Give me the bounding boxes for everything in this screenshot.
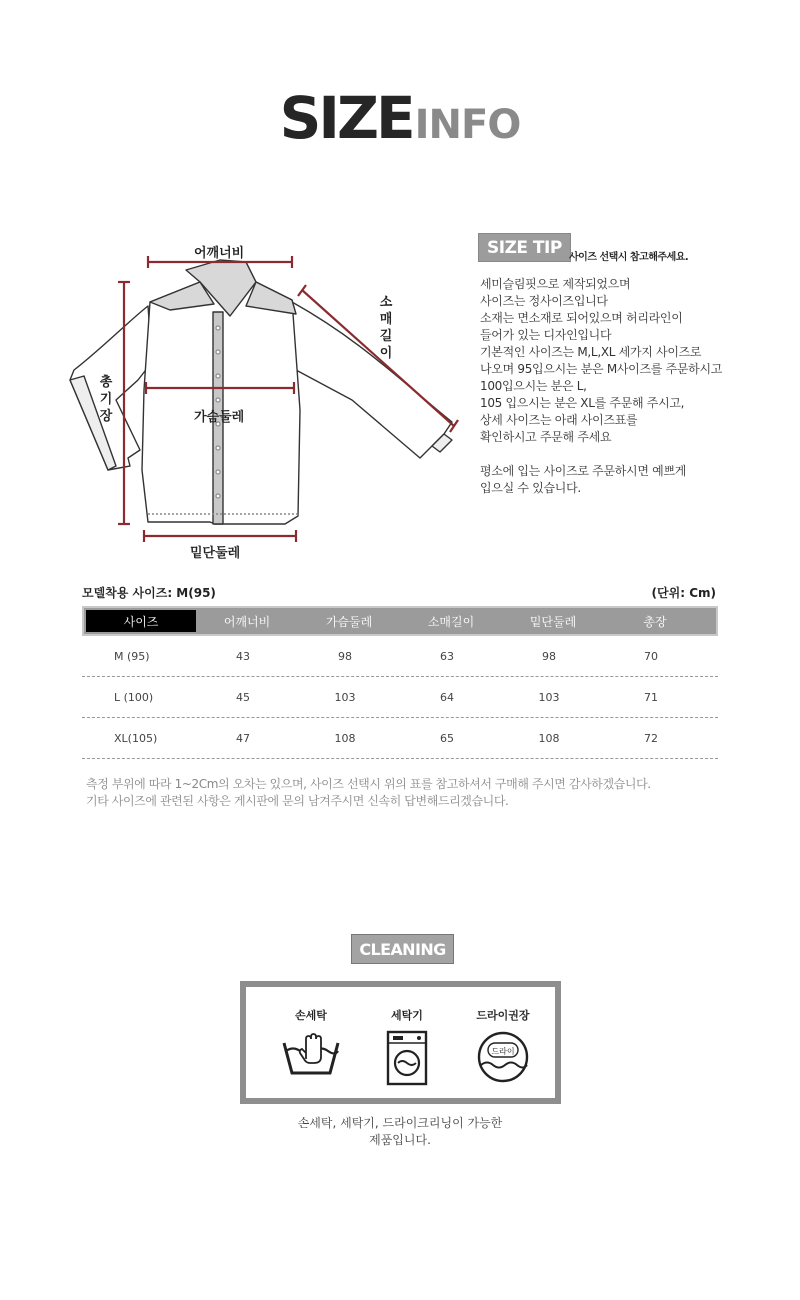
tip-line: 나오며 95입으시는 분은 M사이즈를 주문하시고 [480,362,723,376]
cleaning-badge: CLEANING [351,934,454,964]
cleaning-description [0,1115,800,1149]
table-cell: 47 [236,731,250,745]
tip-line: 소재는 면소재로 되어있으며 허리라인이 [480,311,683,325]
length-char: 장 [99,409,113,424]
sleeve-char: 매 [379,312,393,327]
table-cell: 98 [338,649,352,663]
shirt-illustration [60,230,480,570]
chest-label: 가슴둘레 [194,410,245,425]
washing-machine-icon [385,1029,429,1087]
table-cell: XL(105) [114,731,158,745]
header-chest: 가슴둘레 [325,614,373,629]
tip-line: 105 입으시는 분은 XL를 주문해 주시고, [480,396,685,410]
note-line: 측정 부위에 따라 1~2Cm의 오차는 있으며, 사이즈 선택시 위의 표를 참고하셔서 구매해 주시면 감사하겠습니다. [86,777,651,791]
shoulder-label: 어깨너비 [194,246,245,261]
cleaning-desc-line: 손세탁, 세탁기, 드라이크리닝이 가능한 [297,1116,503,1130]
size-tip-text [480,276,780,497]
table-cell: 45 [236,690,250,704]
tip-line: 확인하시고 주문해 주세요 [480,430,612,444]
cleaning-item-dry-clean [458,1007,548,1085]
size-info-title [0,84,800,152]
table-cell: 103 [334,690,356,704]
table-header [82,606,718,636]
table-cell: 71 [644,690,658,704]
dry-clean-icon-text: 드라이 [491,1047,515,1056]
measurement-note [86,776,651,810]
sleeve-char: 소 [379,295,393,310]
tip-line: 평소에 입는 사이즈로 주문하시면 예쁘게 [480,464,687,478]
header-length: 총장 [643,614,667,629]
length-char: 기 [99,392,113,407]
tip-line: 사이즈는 정사이즈입니다 [480,294,608,308]
table-cell: L (100) [114,690,154,704]
header-sleeve: 소매길이 [427,614,475,629]
shirt-measurement-diagram [60,230,480,570]
size-table [82,606,718,759]
table-cell: 108 [538,731,560,745]
tip-line: 세미슬림핏으로 제작되었으며 [480,277,631,291]
cleaning-item-label: 세탁기 [391,1009,423,1022]
sleeve-char: 길 [379,329,393,344]
hand-wash-icon [280,1029,342,1081]
header-hem: 밑단둘레 [529,614,577,629]
sleeve-label [378,294,394,362]
header-shoulder: 어깨너비 [223,614,271,629]
table-cell: 64 [440,690,454,704]
table-cell: 63 [440,649,454,663]
cleaning-item-machine-wash [362,1007,452,1087]
tip-line: 들어가 있는 디자인입니다 [480,328,612,342]
cleaning-item-label: 드라이권장 [476,1009,530,1022]
cleaning-item-hand-wash [266,1007,356,1081]
table-cell: 108 [334,731,356,745]
length-char: 총 [99,375,113,390]
header-size: 사이즈 [86,610,196,632]
sleeve-char: 이 [379,346,393,361]
cleaning-desc-line: 제품입니다. [369,1133,431,1147]
table-cell: 43 [236,649,250,663]
title-size: SIZE [279,84,413,152]
table-cell: 70 [644,649,658,663]
cleaning-box [240,981,561,1104]
note-line: 기타 사이즈에 관련된 사항은 게시판에 문의 남겨주시면 신속히 답변해드리겠습니다. [86,794,509,808]
tip-spacer [480,446,780,463]
tip-line: 상세 사이즈는 아래 사이즈표를 [480,413,638,427]
table-cell: 98 [542,649,556,663]
size-tip-badge: SIZE TIP [478,233,571,262]
table-row [82,636,718,677]
model-size: 모델착용 사이즈: M(95) [82,586,216,600]
tip-line: 입으실 수 있습니다. [480,481,581,495]
table-cell: 72 [644,731,658,745]
hem-label: 밑단둘레 [190,546,241,561]
unit-label: (단위: Cm) [651,586,716,600]
table-row [82,677,718,718]
size-tip-subtitle: 사이즈 선택시 참고해주세요. [569,252,689,263]
table-cell: 103 [538,690,560,704]
dry-clean-icon [475,1029,531,1085]
tip-line: 100입으시는 분은 L, [480,379,587,393]
table-row [82,718,718,759]
cleaning-item-label: 손세탁 [295,1009,327,1022]
table-cell: M (95) [114,649,150,663]
table-cell: 65 [440,731,454,745]
tip-line: 기본적인 사이즈는 M,L,XL 세가지 사이즈로 [480,345,702,359]
title-info: INFO [414,102,521,148]
length-label [98,374,114,425]
